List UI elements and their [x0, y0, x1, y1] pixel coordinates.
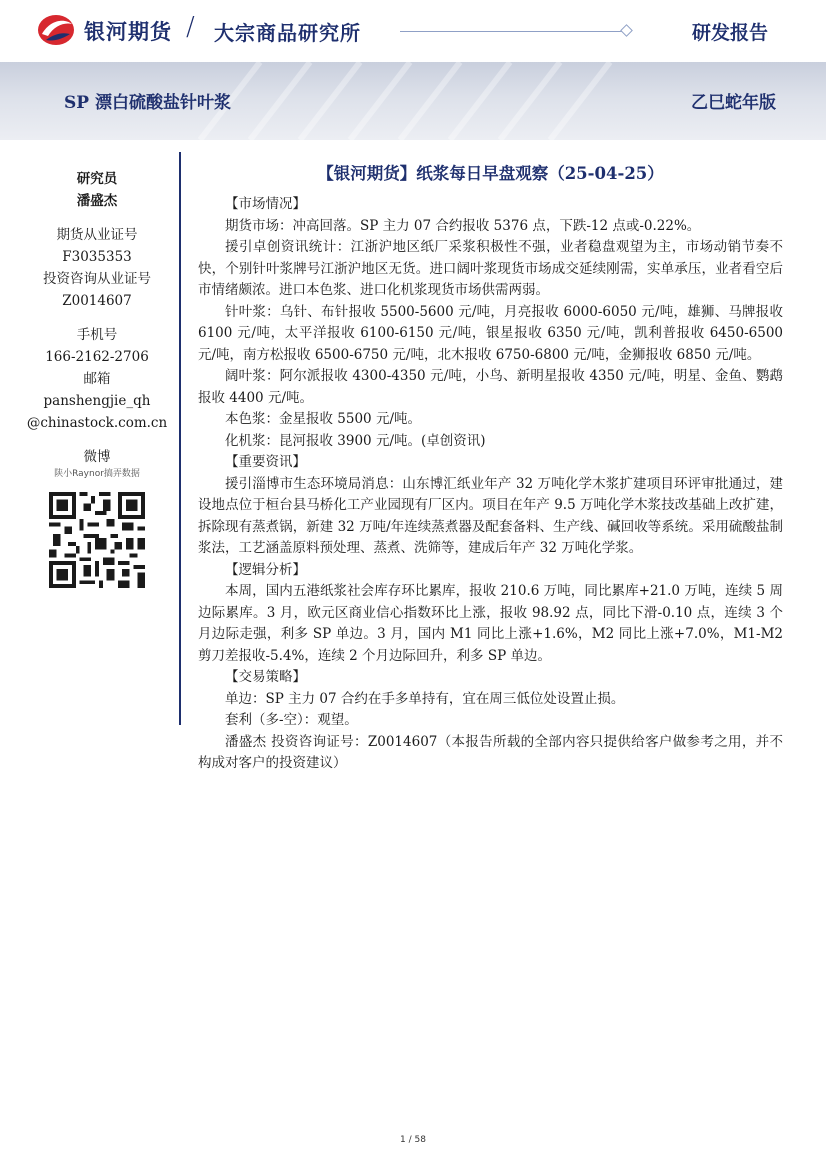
email-line-1[interactable]: panshengjie_qh	[43, 393, 151, 409]
paragraph-spot-market: 援引卓创资讯统计：江浙沪地区纸厂采浆积极性不强，业者稳盘观望为主，市场动销节奏不快，个别针叶浆牌号江浙沪地区无货。进口阔叶浆现货市场成交延续刚需，实单承压，业者看空后市情绪颇浓。进口本色浆、进口化机浆现货市场供需两弱。	[198, 239, 783, 298]
report-header	[0, 0, 826, 62]
product-band	[0, 62, 826, 140]
paragraph-softwood-prices: 针叶浆：乌针、布针报收 5500-5600 元/吨，月亮报收 6000-6050 元/吨，雄狮、马牌报收 6100 元/吨，太平洋报收 6100-6150 元/吨，银星报收 6350 元/吨，凯利普报收 6450-6500 元/吨，南方松报收 6500-6750 元/吨，北木报收 6750-6800 元/吨，金狮报收 6850 元/吨。	[198, 303, 783, 363]
page-number: 1 / 58	[400, 1135, 426, 1145]
analyst-sidebar	[20, 168, 174, 588]
institute-name: 大宗商品研究所	[214, 21, 361, 45]
header-separator: /	[186, 12, 195, 42]
edition-label: 乙巳蛇年版	[691, 93, 776, 113]
advisor-number: Z0014607	[62, 293, 132, 309]
paragraph-news: 援引淄博市生态环境局消息：山东博汇纸业年产 32 万吨化学木浆扩建项目环评审批通过，建设地点位于桓台县马桥化工产业园现有厂区内。项目在年产 9.5 万吨化学木浆技改基础上改扩建，拆除现有蒸煮锅，新建 32 万吨/年连续蒸煮器及配套备料、生产线、碱回收等系统。采用硫酸盐制浆法，工艺涵盖原料预处理、蒸煮、洗筛等，建成后年产 32 万吨化学浆。	[198, 475, 783, 556]
section-heading-strategy: 【交易策略】	[225, 669, 306, 685]
header-divider-line	[400, 31, 630, 32]
paragraph-futures-market: 期货市场：冲高回落。SP 主力 07 合约报收 5376 点，下跌-12 点或-0.22%。	[225, 217, 701, 234]
phone-number: 166-2162-2706	[45, 349, 149, 365]
paragraph-mechanical-prices: 化机浆：昆河报收 3900 元/吨。(卓创资讯)	[225, 432, 486, 449]
paragraph-arbitrage: 套利（多-空）：观望。	[225, 712, 358, 728]
diamond-icon	[620, 24, 633, 37]
phone-label: 手机号	[76, 327, 118, 343]
paragraph-single-side: 单边：SP 主力 07 合约在手多单持有，宜在周三低位处设置止损。	[225, 690, 625, 707]
paragraph-disclaimer: 潘盛杰 投资咨询证号：Z0014607（本报告所载的全部内容只提供给客户做参考之用，并不构成对客户的投资建议）	[198, 733, 783, 771]
weibo-name: 陕小Raynor搞弄数据	[54, 469, 140, 479]
analyst-role: 研究员	[76, 171, 118, 187]
galaxy-logo-icon	[36, 12, 76, 48]
article-body	[198, 162, 783, 775]
paragraph-unbleached-prices: 本色浆：金星报收 5500 元/吨。	[225, 411, 421, 427]
company-name: 银河期货	[84, 20, 172, 44]
analyst-name: 潘盛杰	[76, 193, 118, 209]
email-label: 邮箱	[83, 371, 111, 387]
qr-code-icon[interactable]	[49, 492, 145, 588]
sidebar-divider	[179, 152, 181, 725]
section-heading-news: 【重要资讯】	[225, 454, 306, 470]
weibo-label: 微博	[83, 449, 111, 465]
section-heading-market: 【市场情况】	[225, 196, 306, 212]
advisor-label: 投资咨询从业证号	[43, 271, 151, 287]
product-title: SP 漂白硫酸盐针叶浆	[64, 93, 231, 113]
report-type: 研发报告	[691, 22, 768, 44]
paragraph-hardwood-prices: 阔叶浆：阿尔派报收 4300-4350 元/吨，小鸟、新明星报收 4350 元/吨，明星、金鱼、鹦鹉报收 4400 元/吨。	[198, 368, 783, 406]
section-heading-logic: 【逻辑分析】	[225, 561, 306, 578]
email-line-2[interactable]: @chinastock.com.cn	[26, 415, 168, 431]
cert-number: F3035353	[62, 249, 132, 265]
paragraph-logic: 本周，国内五港纸浆社会库存环比累库，报收 210.6 万吨，同比累库+21.0 万吨，连续 5 周边际累库。3 月，欧元区商业信心指数环比上涨，报收 98.92 点，同比下滑-0.10 点，连续 3 个月边际走强，利多 SP 单边。3 月，国内 M1 同比上涨+1.6%，M2 同比上涨+7.0%，M1-M2 剪刀差报收-5.4%，连续 2 个月边际回升，利多 SP 单边。	[198, 583, 783, 664]
cert-label: 期货从业证号	[56, 227, 138, 243]
article-title: 【银河期货】纸浆每日早盘观察（25-04-25）	[317, 164, 664, 183]
